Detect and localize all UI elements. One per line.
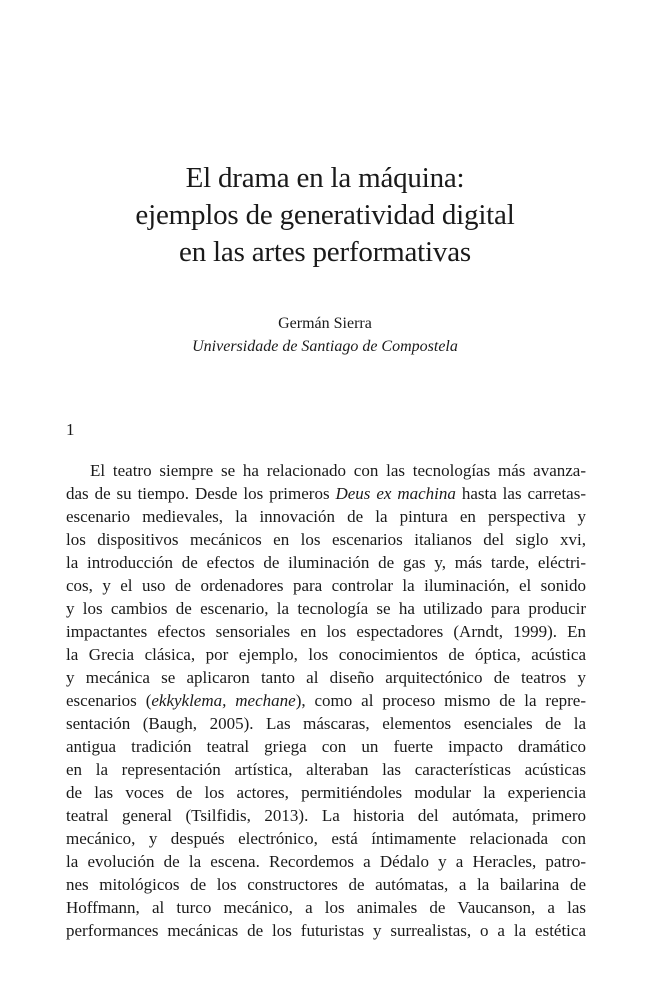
title-line: ejemplos de generatividad digital <box>135 199 515 231</box>
text-line <box>66 804 586 827</box>
text-line <box>66 689 586 712</box>
text-segment: en la representación artística, alteraban las características acústicas <box>66 760 586 779</box>
text-line <box>66 850 586 873</box>
text-segment: ), como al proceso mismo de la repre- <box>295 691 586 710</box>
text-line <box>66 666 586 689</box>
text-segment: la introducción de efectos de iluminación de gas y, más tarde, eléctri- <box>66 553 586 572</box>
body-paragraph <box>66 459 586 942</box>
text-line <box>66 712 586 735</box>
title-line: en las artes performativas <box>179 236 471 268</box>
text-segment: nes mitológicos de los constructores de autómatas, a la bailarina de <box>66 875 586 894</box>
text-segment: Hoffmann, al turco mecánico, a los animales de Vaucanson, a las <box>66 898 586 917</box>
author-affiliation: Universidade de Santiago de Compostela <box>192 338 458 355</box>
text-segment: sentación (Baugh, 2005). Las máscaras, elementos esenciales de la <box>66 714 586 733</box>
chapter-title <box>60 160 590 271</box>
italic-term: Deus ex machina <box>335 484 456 503</box>
text-segment: antigua tradición teatral griega con un fuerte impacto dramático <box>66 737 586 756</box>
text-segment: mecánico, y después electrónico, está íntimamente relacionada con <box>66 829 586 848</box>
text-line <box>66 620 586 643</box>
text-line <box>66 551 586 574</box>
text-segment: escenario medievales, la innovación de la pintura en perspectiva y <box>66 507 586 526</box>
text-segment: la Grecia clásica, por ejemplo, los conocimientos de óptica, acústica <box>66 645 586 664</box>
text-line <box>66 758 586 781</box>
text-line <box>66 896 586 919</box>
text-segment: das de su tiempo. Desde los primeros <box>66 484 336 503</box>
text-segment: de las voces de los actores, permitiéndoles modular la experiencia <box>66 783 586 802</box>
title-line: El drama en la máquina: <box>185 162 465 194</box>
text-line <box>66 597 586 620</box>
text-segment: impactantes efectos sensoriales en los espectadores (Arndt, 1999). En <box>66 622 586 641</box>
text-line <box>66 919 586 942</box>
text-line <box>66 781 586 804</box>
text-segment: cos, y el uso de ordenadores para controlar la iluminación, el sonido <box>66 576 586 595</box>
text-line <box>66 505 586 528</box>
text-segment: performances mecánicas de los futuristas y surrealistas, o a la estética <box>66 921 586 940</box>
text-segment: los dispositivos mecánicos en los escenarios italianos del siglo xvi, <box>66 530 586 549</box>
text-segment: y los cambios de escenario, la tecnología se ha utilizado para producir <box>66 599 586 618</box>
text-segment: El teatro siempre se ha relacionado con las tecnologías más avanza- <box>90 461 586 480</box>
text-segment: la evolución de la escena. Recordemos a Dédalo y a Heracles, patro- <box>66 852 586 871</box>
text-line <box>66 873 586 896</box>
text-segment: y mecánica se aplicaron tanto al diseño arquitectónico de teatros y <box>66 668 586 687</box>
text-line <box>66 459 586 482</box>
italic-term: ekkyklema, mechane <box>151 691 296 710</box>
author-name: Germán Sierra <box>278 315 372 332</box>
text-line <box>66 528 586 551</box>
text-line <box>66 643 586 666</box>
text-segment: hasta las carretas- <box>455 484 586 503</box>
text-line <box>66 827 586 850</box>
text-line <box>66 574 586 597</box>
text-line <box>66 482 586 505</box>
text-line <box>66 735 586 758</box>
section-number: 1 <box>66 420 75 439</box>
text-segment: teatral general (Tsilfidis, 2013). La historia del autómata, primero <box>66 806 586 825</box>
text-segment: escenarios ( <box>66 691 152 710</box>
